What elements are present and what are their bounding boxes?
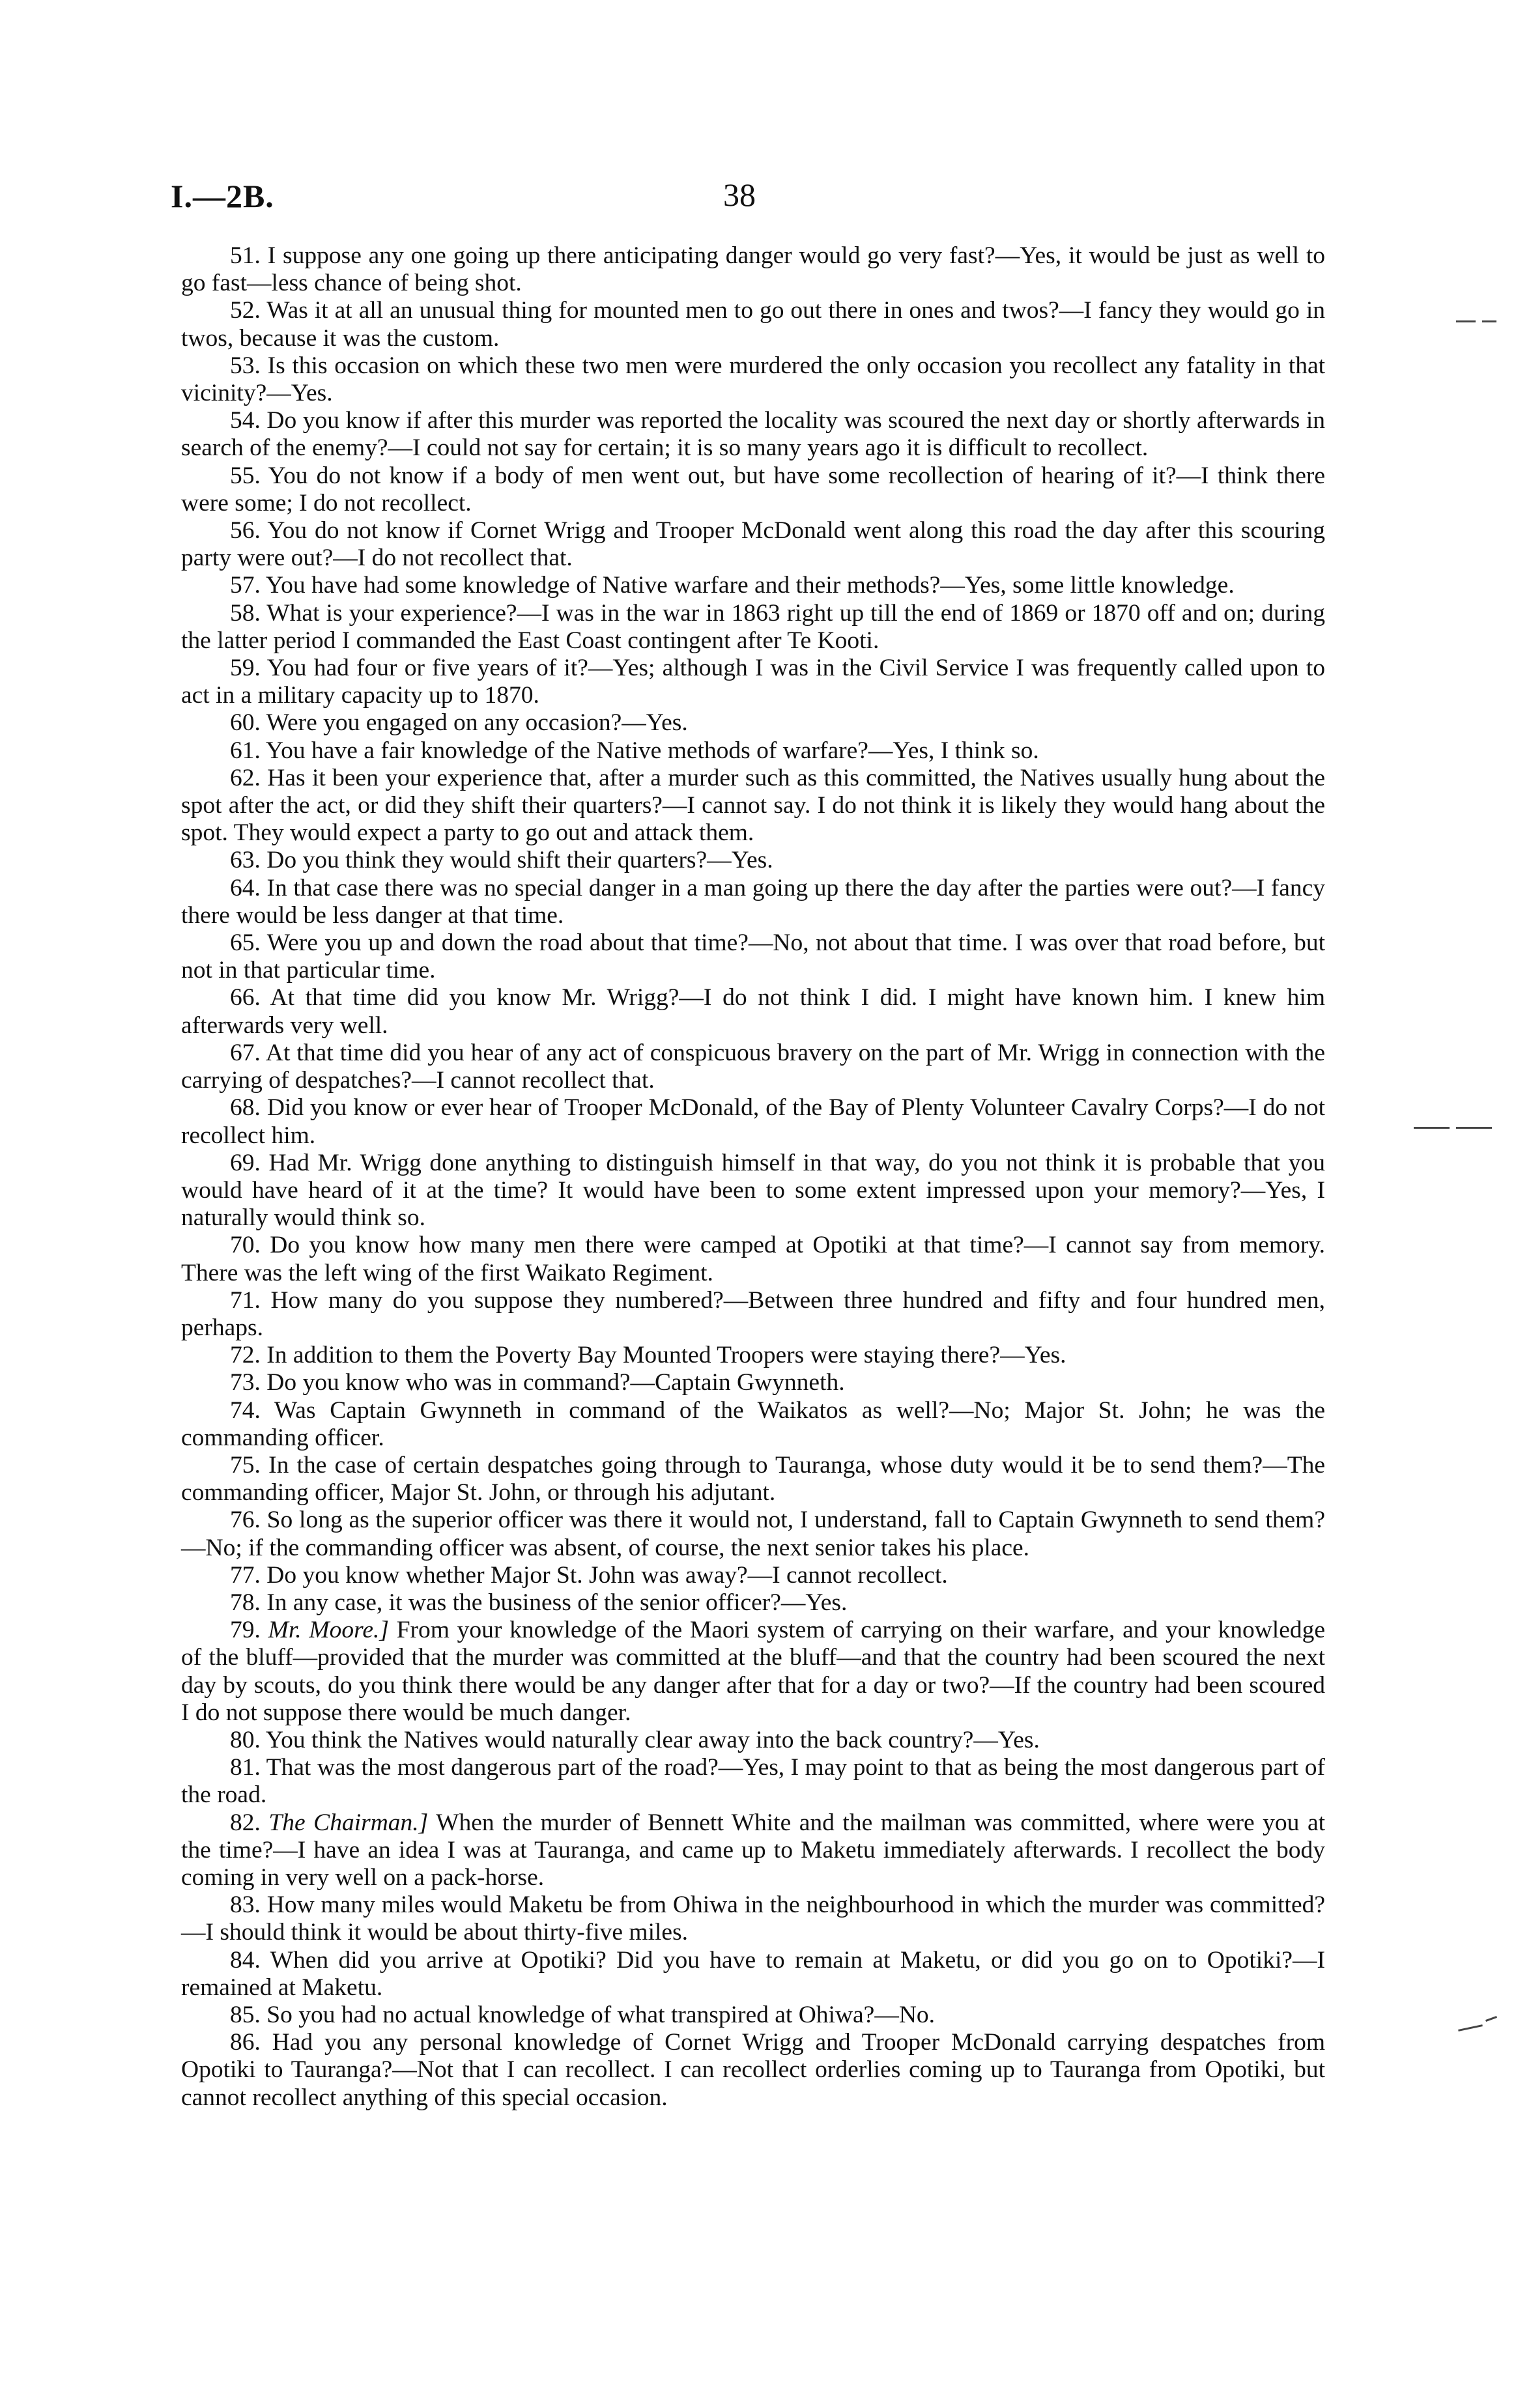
question-answer-text: At that time did you know Mr. Wrigg?—I do not think I did. I might have known him. I knew him afterwards very well. [181, 984, 1325, 1039]
question-answer-text: You do not know if a body of men went out, but have some recollection of hearing of it?—I think there were some; I do not recollect. [181, 462, 1325, 517]
question-entry [181, 600, 1325, 655]
question-entry [181, 1150, 1325, 1232]
question-entry [181, 1452, 1325, 1507]
question-number: 77. [230, 1561, 261, 1589]
question-entry [181, 1397, 1325, 1452]
question-entry [181, 1369, 1325, 1396]
question-number: 75. [230, 1451, 261, 1479]
question-entry [181, 984, 1325, 1039]
question-entry [181, 517, 1325, 572]
question-number: 58. [230, 599, 261, 627]
question-answer-text: You think the Natives would naturally clear away into the back country?—Yes. [265, 1726, 1040, 1753]
question-answer-text: You do not know if Cornet Wrigg and Trooper McDonald went along this road the day after this scouring party were out?—I do not recollect that. [181, 517, 1325, 572]
question-answer-text: Do you know how many men there were camped at Opotiki at that time?—I cannot say from memory. There was the left wing of the first Waikato Regiment. [181, 1232, 1325, 1286]
question-answer-text: Do you know whether Major St. John was away?—I cannot recollect. [266, 1561, 948, 1589]
question-answer-text: So long as the superior officer was there it would not, I understand, fall to Captain Gwynneth to send them?—No; if the commanding officer was absent, of course, the next senior takes his place. [181, 1507, 1325, 1561]
question-number: 64. [230, 874, 261, 901]
testimony-body [181, 242, 1325, 2112]
question-entry [181, 1947, 1325, 2002]
question-answer-text: Was it at all an unusual thing for mounted men to go out there in ones and twos?—I fancy they would go in twos, because it was the custom. [181, 297, 1325, 352]
question-number: 56. [230, 517, 261, 545]
question-answer-text: How many miles would Maketu be from Ohiwa in the neighbourhood in which the murder was committed?—I should think it would be about thirty-five miles. [181, 1891, 1326, 1946]
question-answer-text: At that time did you hear of any act of conspicuous bravery on the part of Mr. Wrigg in connection with the carrying of despatches?—I cannot recollect that. [181, 1039, 1325, 1094]
question-number: 66. [230, 984, 261, 1012]
question-number: 57. [230, 572, 261, 599]
question-answer-text: You have a fair knowledge of the Native methods of warfare?—Yes, I think so. [265, 737, 1039, 764]
question-number: 72. [230, 1342, 261, 1369]
question-number: 73. [230, 1369, 261, 1396]
question-answer-text: Did you know or ever hear of Trooper McDonald, of the Bay of Plenty Volunteer Cavalry Corps?—I do not recollect him. [181, 1094, 1326, 1149]
question-entry [181, 297, 1325, 352]
question-entry [181, 1232, 1325, 1286]
margin-mark [1414, 1127, 1450, 1129]
question-entry [181, 875, 1325, 929]
question-answer-text: Do you know who was in command?—Captain Gwynneth. [266, 1369, 845, 1396]
speaker-label: The Chairman.] [268, 1809, 429, 1836]
question-answer-text: I suppose any one going up there anticipating danger would go very fast?—Yes, it would be just as well to go fast—less chance of being shot. [181, 242, 1325, 297]
question-entry [181, 765, 1325, 847]
question-answer-text: In the case of certain despatches going through to Tauranga, whose duty would it be to send them?—The commanding officer, Major St. John, or through his adjutant. [181, 1451, 1325, 1507]
question-number: 70. [230, 1232, 261, 1259]
question-number: 65. [230, 929, 261, 957]
question-entry [181, 1507, 1325, 1561]
question-entry [181, 352, 1325, 407]
question-answer-text: Were you engaged on any occasion?—Yes. [266, 709, 688, 737]
question-answer-text: When the murder of Bennett White and the mailman was committed, where were you at the time?—I have an idea I was at Tauranga, and came up to Maketu immediately afterwards. I recollect the body coming in very well on a pack-horse. [181, 1809, 1326, 1891]
question-answer-text: When did you arrive at Opotiki? Did you have to remain at Maketu, or did you go on to Opotiki?—I remained at Maketu. [181, 1946, 1326, 2001]
question-answer-text: Do you think they would shift their quarters?—Yes. [266, 847, 773, 874]
question-answer-text: Has it been your experience that, after a murder such as this committed, the Natives usually hung about the spot after the act, or did they shift their quarters?—I cannot say. I do not think it is likely they would hang about the spot. They would expect a party to go out and attack them. [181, 764, 1325, 847]
question-number: 59. [230, 655, 261, 682]
question-entry [181, 847, 1325, 874]
question-number: 69. [230, 1149, 261, 1176]
question-entry [181, 709, 1325, 737]
question-entry [181, 242, 1325, 297]
question-number: 55. [230, 462, 261, 489]
question-entry [181, 1754, 1325, 1809]
question-answer-text: From your knowledge of the Maori system of carrying on their warfare, and your knowledge of the bluff—provided that the murder was committed at the bluff—and that the country had been scoured the next day by scouts, do you think there would be any danger after that for a day or two?—If the country had been scoured I do not suppose there would be much danger. [181, 1617, 1325, 1726]
question-answer-text: How many do you suppose they numbered?—Between three hundred and fifty and four hundred men, perhaps. [181, 1286, 1326, 1341]
question-entry [181, 2029, 1325, 2112]
question-number: 81. [230, 1754, 261, 1781]
question-answer-text: Was Captain Gwynneth in command of the Waikatos as well?—No; Major St. John; he was the commanding officer. [181, 1396, 1325, 1451]
question-number: 76. [230, 1507, 261, 1534]
question-entry [181, 2002, 1325, 2029]
question-number: 53. [230, 352, 261, 379]
question-answer-text: You have had some knowledge of Native warfare and their methods?—Yes, some little knowledge. [265, 572, 1235, 599]
question-answer-text: Were you up and down the road about that time?—No, not about that time. I was over that road before, but not in that particular time. [181, 929, 1325, 984]
question-number: 84. [230, 1946, 261, 1974]
question-answer-text: You had four or five years of it?—Yes; although I was in the Civil Service I was frequently called upon to act in a military capacity up to 1870. [181, 655, 1326, 709]
question-entry [181, 1617, 1325, 1727]
question-number: 83. [230, 1891, 261, 1919]
question-entry [181, 1589, 1325, 1617]
question-entry [181, 1342, 1325, 1369]
question-number: 63. [230, 847, 261, 874]
question-number: 68. [230, 1094, 261, 1122]
question-number: 54. [230, 407, 261, 434]
document-reference: I.—2B. [171, 178, 274, 214]
question-number: 51. [230, 242, 261, 269]
margin-mark [1482, 320, 1496, 322]
question-entry [181, 1891, 1325, 1946]
question-entry [181, 1040, 1325, 1094]
question-number: 71. [230, 1286, 261, 1314]
question-answer-text: So you had no actual knowledge of what transpired at Ohiwa?—No. [266, 2002, 936, 2028]
question-answer-text: Is this occasion on which these two men were murdered the only occasion you recollect any fatality in that vicinity?—Yes. [181, 352, 1326, 407]
question-number: 60. [230, 709, 261, 737]
margin-mark [1456, 1127, 1492, 1129]
margin-mark [1485, 2016, 1497, 2022]
margin-mark [1458, 2024, 1483, 2032]
question-entry [181, 1809, 1325, 1892]
question-number: 67. [230, 1039, 261, 1066]
question-entry [181, 1727, 1325, 1754]
question-entry [181, 655, 1325, 709]
question-answer-text: Had you any personal knowledge of Cornet Wrigg and Trooper McDonald carrying despatches from Opotiki to Tauranga?—Not that I can recollect. I can recollect orderlies coming up to Tauranga from Opotiki, but cannot recollect anything of this special occasion. [181, 2029, 1326, 2111]
question-number: 52. [230, 297, 261, 324]
question-number: 79. [230, 1617, 261, 1644]
question-answer-text: In that case there was no special danger in a man going up there the day after the parties were out?—I fancy there would be less danger at that time. [181, 874, 1325, 929]
question-number: 86. [230, 2029, 261, 2056]
margin-mark [1456, 320, 1476, 322]
question-entry [181, 462, 1325, 517]
question-number: 78. [230, 1589, 261, 1616]
question-answer-text: What is your experience?—I was in the war in 1863 right up till the end of 1869 or 1870 off and on; during the latter period I commanded the East Coast contingent after Te Kooti. [181, 599, 1325, 654]
question-answer-text: Do you know if after this murder was reported the locality was scoured the next day or shortly afterwards in search of the enemy?—I could not say for certain; it is so many years ago it is difficult to recollect. [181, 407, 1325, 462]
question-answer-text: In any case, it was the business of the senior officer?—Yes. [266, 1589, 848, 1616]
question-entry [181, 1094, 1325, 1149]
question-entry [181, 737, 1325, 765]
question-entry [181, 1287, 1325, 1342]
question-entry [181, 407, 1325, 462]
question-number: 85. [230, 2002, 261, 2028]
question-entry [181, 572, 1325, 599]
question-answer-text: Had Mr. Wrigg done anything to distinguish himself in that way, do you not think it is probable that you would have heard of it at the time? It would have been to some extent impressed upon your memory?—Yes, I naturally would think so. [181, 1149, 1325, 1232]
question-number: 80. [230, 1726, 261, 1753]
question-number: 82. [230, 1809, 261, 1836]
speaker-label: Mr. Moore.] [268, 1617, 389, 1644]
question-entry [181, 929, 1325, 984]
page-number: 38 [723, 177, 756, 213]
question-number: 62. [230, 764, 261, 791]
question-answer-text: In addition to them the Poverty Bay Mounted Troopers were staying there?—Yes. [266, 1342, 1066, 1369]
question-number: 61. [230, 737, 261, 764]
question-entry [181, 1562, 1325, 1589]
question-number: 74. [230, 1396, 261, 1424]
question-answer-text: That was the most dangerous part of the road?—Yes, I may point to that as being the most dangerous part of the road. [181, 1754, 1326, 1809]
